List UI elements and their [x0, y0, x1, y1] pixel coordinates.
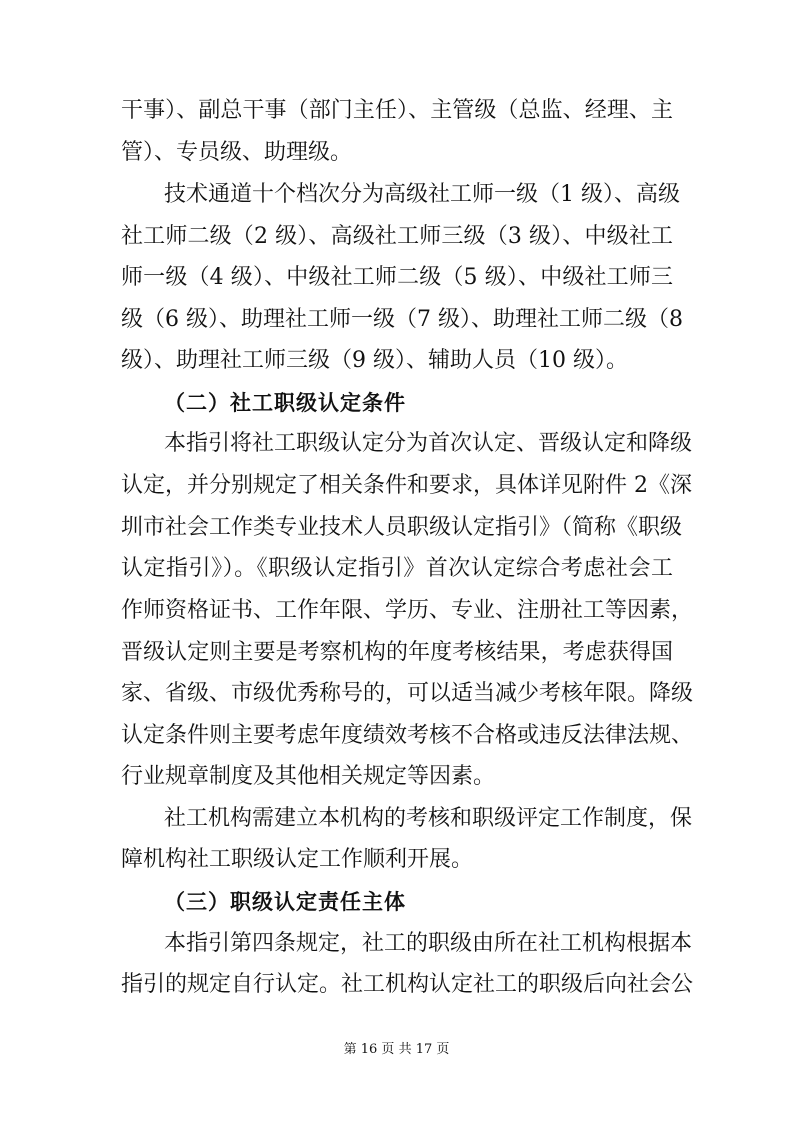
- body-line: 本指引第四条规定，社工的职级由所在社工机构根据本: [164, 931, 693, 956]
- body-line: 认定，并分别规定了相关条件和要求，具体详见附件 2《深: [121, 473, 692, 498]
- body-line: 圳市社会工作类专业技术人员职级认定指引》（简称《职级: [121, 515, 683, 540]
- section-heading: （三）职级认定责任主体: [164, 889, 406, 914]
- section-heading: （二）社工职级认定条件: [164, 390, 406, 415]
- body-line: 级）、助理社工师三级（9 级）、辅助人员（10 级）。: [121, 348, 628, 373]
- body-line: 作师资格证书、工作年限、学历、专业、注册社工等因素，: [121, 598, 694, 623]
- page-number-footer: 第 16 页 共 17 页: [343, 1042, 450, 1057]
- body-line: 认定条件则主要考虑年度绩效考核不合格或违反法律法规、: [121, 723, 694, 748]
- body-line: 技术通道十个档次分为高级社工师一级（1 级）、高级: [164, 182, 680, 207]
- body-line: 管）、专员级、助理级。: [121, 140, 353, 165]
- body-line: 晋级认定则主要是考察机构的年度考核结果，考虑获得国: [121, 640, 673, 665]
- body-line: 家、省级、市级优秀称号的，可以适当减少考核年限。降级: [121, 681, 694, 706]
- body-line: 行业规章制度及其他相关规定等因素。: [121, 764, 496, 789]
- body-line: 级（6 级）、助理社工师一级（7 级）、助理社工师二级（8: [121, 307, 683, 332]
- body-line: 障机构社工职级认定工作顺利开展。: [121, 847, 474, 872]
- body-line: 社工机构需建立本机构的考核和职级评定工作制度，保: [164, 806, 693, 831]
- body-line: 干事）、副总干事（部门主任）、主管级（总监、经理、主: [121, 98, 673, 123]
- body-line: 社工师二级（2 级）、高级社工师三级（3 级）、中级社工: [121, 224, 673, 249]
- body-line: 本指引将社工职级认定分为首次认定、晋级认定和降级: [164, 431, 693, 456]
- body-line: 师一级（4 级）、中级社工师二级（5 级）、中级社工师三: [121, 265, 673, 290]
- body-line: 认定指引》）。《职级认定指引》首次认定综合考虑社会工: [121, 556, 673, 581]
- body-line: 指引的规定自行认定。社工机构认定社工的职级后向社会公: [121, 972, 694, 997]
